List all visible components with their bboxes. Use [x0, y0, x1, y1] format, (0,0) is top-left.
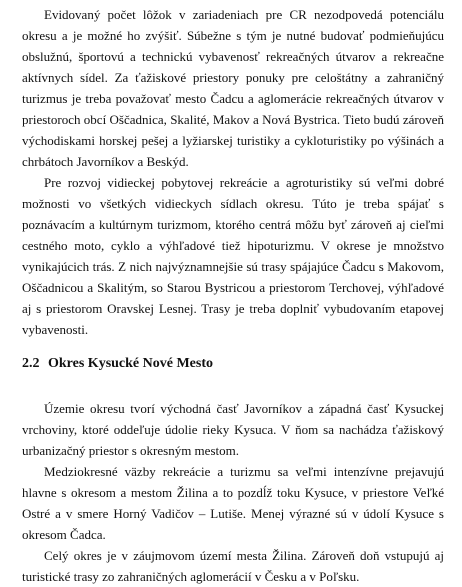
section-number: 2.2 — [22, 356, 40, 371]
paragraph-rural-recreation: Pre rozvoj vidieckej pobytovej rekreácie a agroturistiky sú veľmi dobré možnosti vo všetkých vidieckych sídlach okresu. Túto je treba spájať s poznávacím a kultúrnym turizmom, ktorého centrá môžu byť zároveň aj cieľmi cestného moto, cyklo a výhľadové tiež hipoturizmu. V okrese je množstvo vynikajúcich trás. Z nich najvýznamnejšie sú trasy spájajúce Čadcu s Makovom, Oščadnicou a Skalitým, so Starou Bystricou a priestorom Terchovej, výhľadové aj s priestorom Oravskej Lesnej. Trasy je treba doplniť vybudovaním etapovej vybavenosti. — [22, 175, 444, 337]
document-page — [22, 4, 444, 587]
section-title: Okres Kysucké Nové Mesto — [48, 356, 213, 371]
paragraph-territory: Územie okresu tvorí východná časť Javorníkov a západná časť Kysuckej vrchoviny, ktoré oddeľuje údolie rieky Kysuca. V ňom sa nachádza ťažiskový urbanizačný priestor s okresným mestom. — [22, 401, 444, 458]
section-heading — [22, 354, 444, 374]
paragraph-inter-district-links: Medziokresné väzby rekreácie a turizmu sa veľmi intenzívne prejavujú hlavne s okresom a mestom Žilina a to pozdĺž toku Kysuce, v priestore Veľké Ostré a v smere Horný Vadičov – Lutiše. Menej výrazné sú v údolí Kysuce s okresom Čadca. — [22, 464, 444, 542]
paragraph-accommodation: Evidovaný počet lôžok v zariadeniach pre CR nezodpovedá potenciálu okresu a je možné ho zvýšiť. Súbežne s tým je nutné budovať podmieňujúcu obslužnú, športovú a technickú vybavenosť rekreačných útvarov a rekreačne aktívnych sídel. Za ťažiskové priestory ponuky pre celoštátny a zahraničný turizmus je treba považovať mesto Čadcu a aglomerácie rekreačných útvarov v priestoroch obcí Oščadnica, Skalité, Makov a Nová Bystrica. Tieto budú zároveň východiskami horskej pešej a lyžiarskej turistiky a cykloturistiky po výšinách a chrbátoch Javorníkov a Beskýd. — [22, 7, 444, 169]
paragraph-zilina-interest-area: Celý okres je v záujmovom území mesta Žilina. Zároveň doň vstupujú aj turistické trasy zo zahraničných aglomerácií v Česku a v Poľsku. — [22, 548, 444, 584]
